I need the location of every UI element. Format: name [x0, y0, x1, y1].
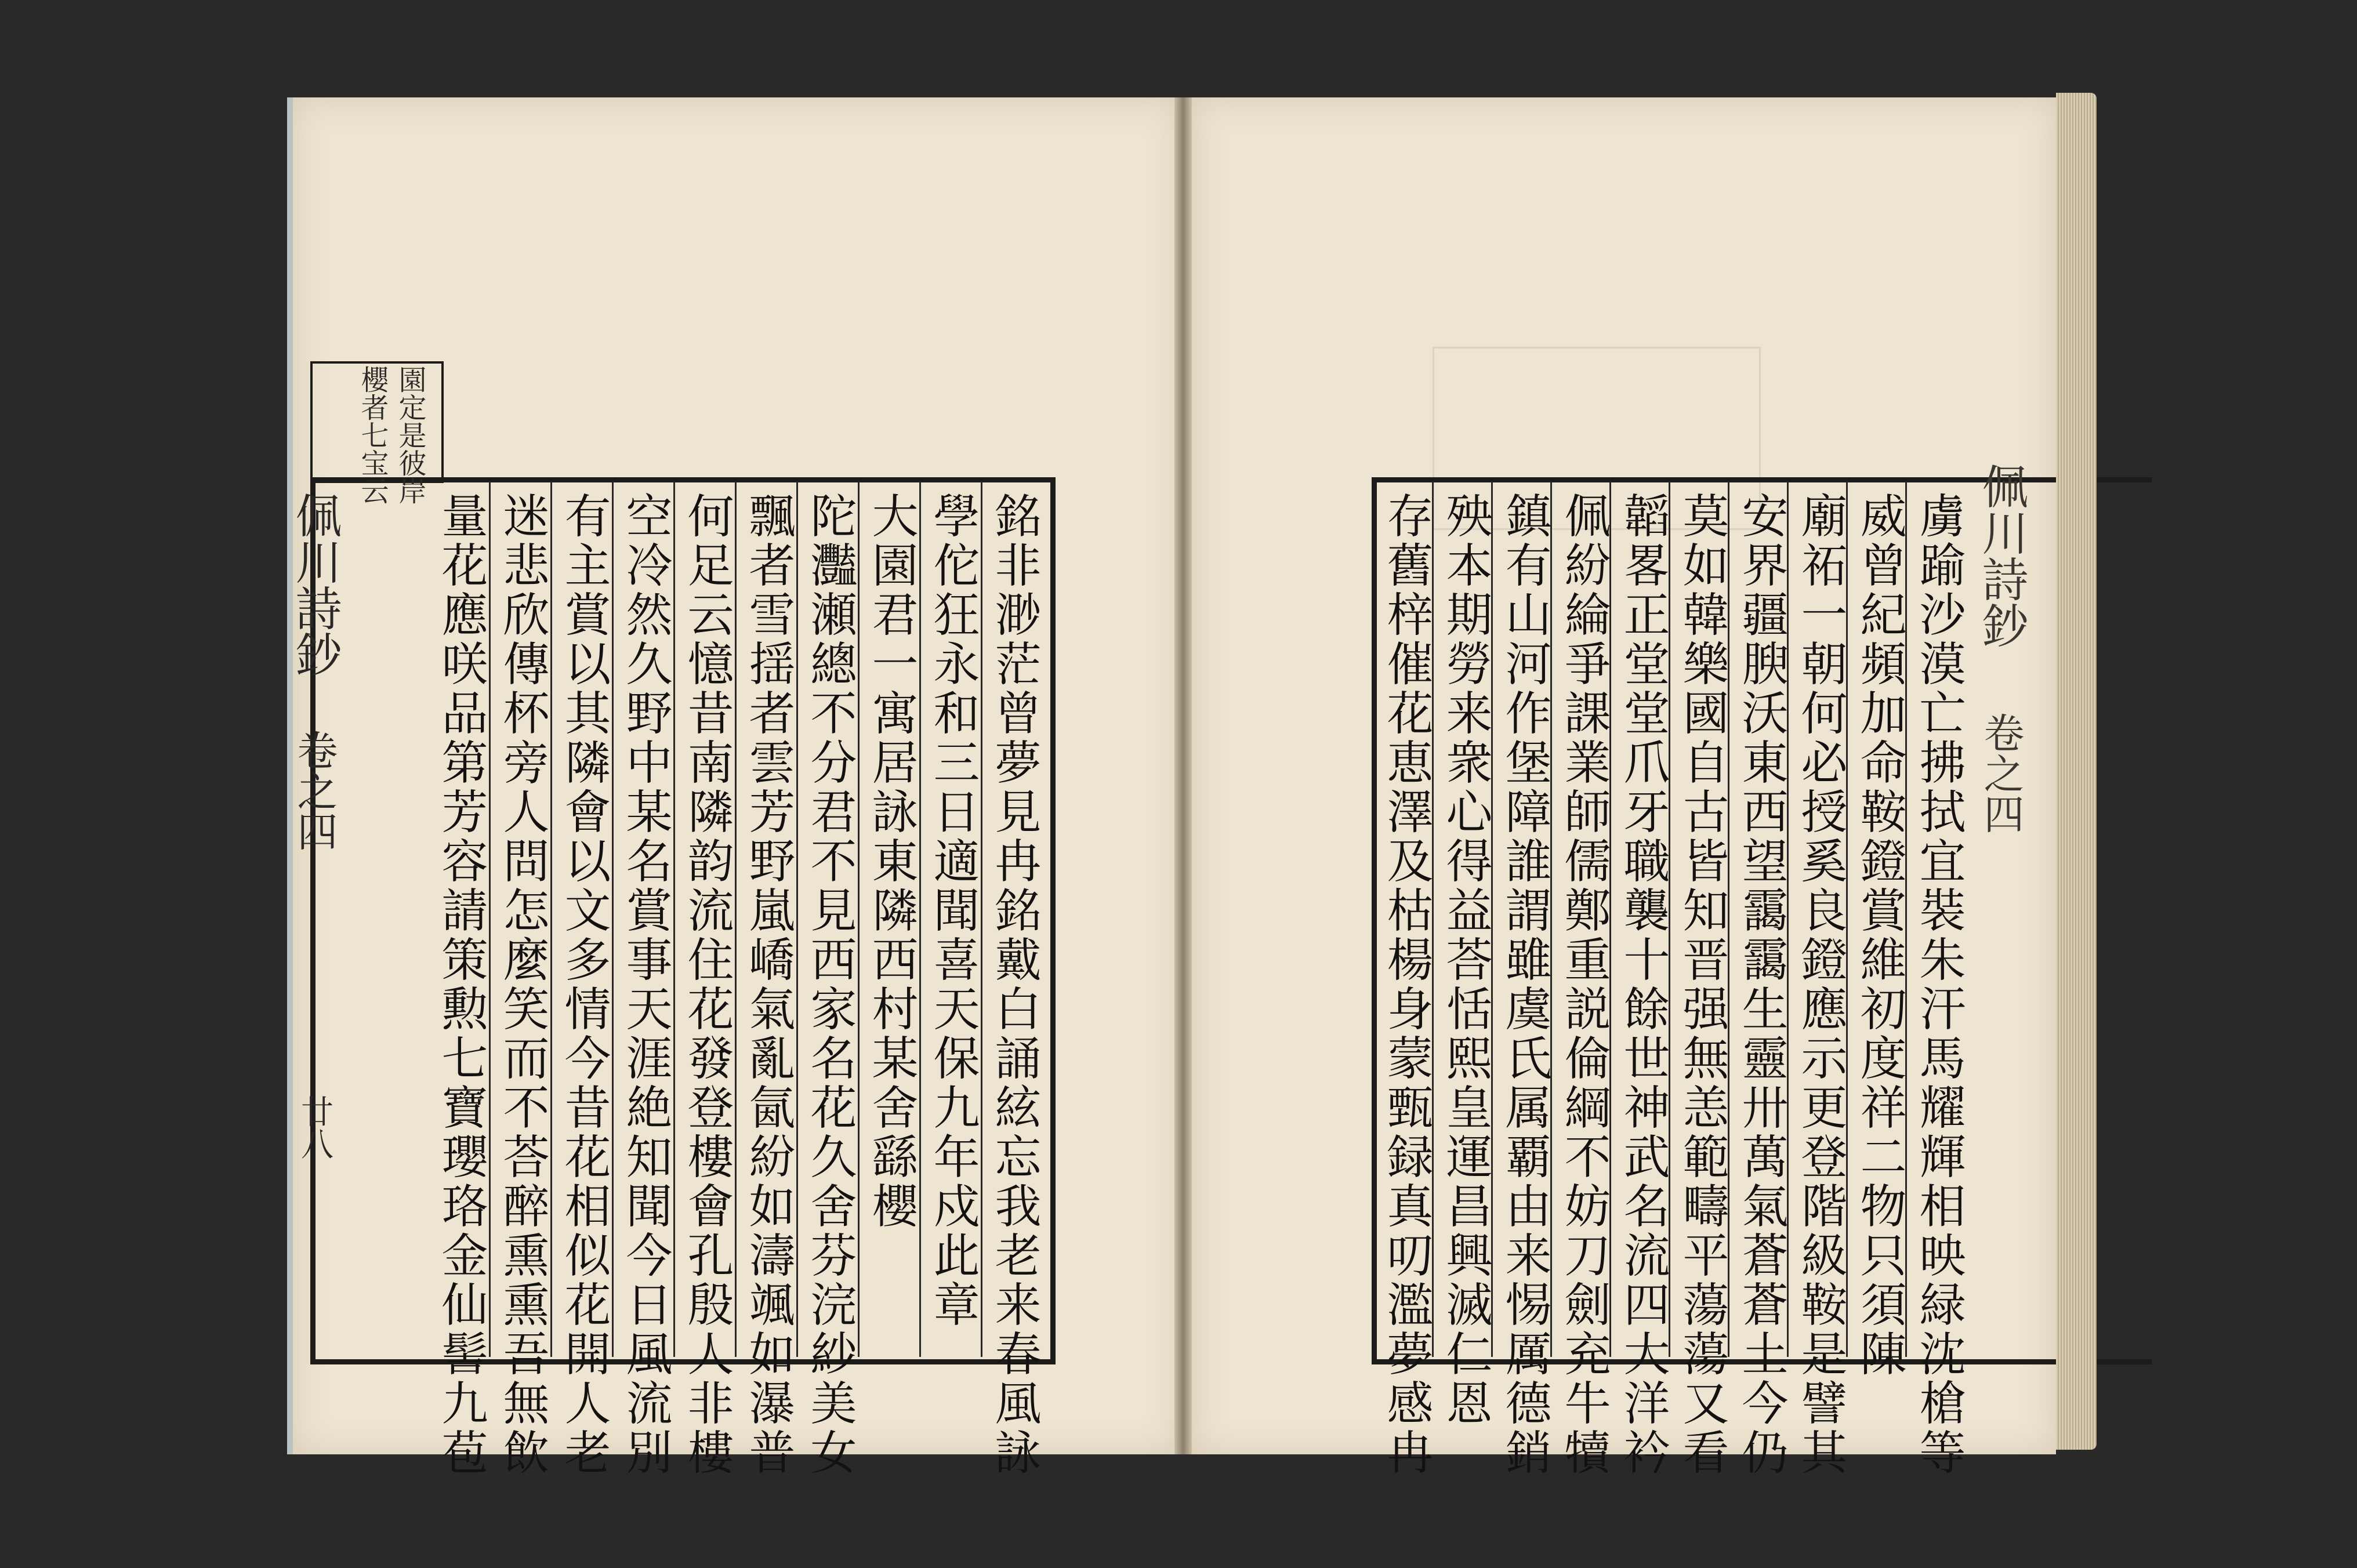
right-column-10: 存舊梓催花恵澤及枯楊身蒙甄録真叨濫夢感冉 — [1379, 492, 1433, 1478]
right-column-1: 虜踰沙漠亡拂拭宜裝朱汗馬耀輝相映緑沈槍等 — [1912, 492, 1966, 1478]
left-column-divider — [858, 481, 860, 1357]
right-column-3: 廟祏一朝何必授奚良鐙應示更登階級鞍是譬其 — [1793, 492, 1847, 1478]
open-book — [264, 87, 2099, 1478]
left-margin-volume: 卷之四 — [291, 729, 338, 851]
left-column-divider — [796, 481, 798, 1357]
left-column-divider — [489, 481, 491, 1357]
left-column-1: 銘非渺茫曾夢見冉銘戴白誦絃忘我老来春風詠 — [987, 492, 1041, 1478]
left-page — [287, 97, 1180, 1478]
right-margin-volume: 卷之四 — [1977, 712, 2025, 834]
right-column-2: 威曾紀頻加命鞍鐙賞維初度祥二物只須陳 — [1852, 492, 1906, 1379]
annotation-line-2: 櫻者七宝云 — [356, 365, 389, 504]
left-column-divider — [919, 481, 921, 1357]
right-column-6: 韜畧正堂堂爪牙職襲十餘世神武名流四大洋衿 — [1616, 492, 1670, 1478]
left-margin-title: 佩川詩鈔 — [288, 492, 342, 677]
left-column-4: 陀灩瀬總不分君不見西家名花久舍芬浣紗美女 — [803, 492, 857, 1478]
left-column-10: 量花應咲品第芳容請策勲七寶瓔珞金仙髻九苞 — [434, 492, 488, 1478]
right-column-5: 莫如韓樂國自古皆知晋强無恙範疇平蕩蕩又看 — [1675, 492, 1729, 1478]
left-column-6: 何足云憶昔南隣韵流住花發登樓會孔殷人非樓 — [680, 492, 734, 1478]
left-column-divider — [612, 481, 614, 1357]
left-column-divider — [981, 481, 982, 1357]
left-column-9: 迷悲欣傳杯旁人問怎麼笑而不荅醉熏熏吾無飲 — [495, 492, 549, 1478]
right-column-4: 安界疆腴沃東西望靄靄生靈卅萬氣蒼蒼土今仍 — [1734, 492, 1788, 1478]
right-page — [1192, 97, 2056, 1478]
left-column-8: 有主賞以其隣會以文多情今昔花相似花開人老 — [557, 492, 611, 1478]
left-column-2: 學佗狂永和三日適聞喜天保九年戍此章 — [926, 492, 980, 1330]
left-column-7: 空冷然久野中某名賞事天涯絶知聞今日風流別 — [618, 492, 672, 1478]
left-column-divider — [550, 481, 552, 1357]
right-column-7: 佩紛綸爭課業師儒鄭重説倫綱不妨刀劍充牛犢 — [1557, 492, 1611, 1478]
left-column-divider — [735, 481, 737, 1357]
annotation-line-1: 園定是彼岸 — [394, 365, 426, 504]
left-column-3: 大園君一寓居詠東隣西村某舍繇櫻 — [864, 492, 918, 1231]
book-gutter — [1174, 97, 1192, 1454]
right-column-8: 鎮有山河作堡障誰謂雖虞氏属覇由来惕厲德銷 — [1497, 492, 1551, 1478]
right-margin-title: 佩川詩鈔 — [1974, 463, 2028, 648]
right-column-9: 殃本期勞来衆心得益荅恬熙皇運昌興滅仁恩 — [1438, 492, 1492, 1428]
left-column-5: 飄者雪揺者雲芳野嵐嶠氣亂氤紛如濤颯如瀑普 — [741, 492, 795, 1478]
folio-number: 廿八 — [296, 1095, 333, 1160]
left-column-divider — [673, 481, 675, 1357]
page-fore-edge — [2056, 93, 2097, 1450]
